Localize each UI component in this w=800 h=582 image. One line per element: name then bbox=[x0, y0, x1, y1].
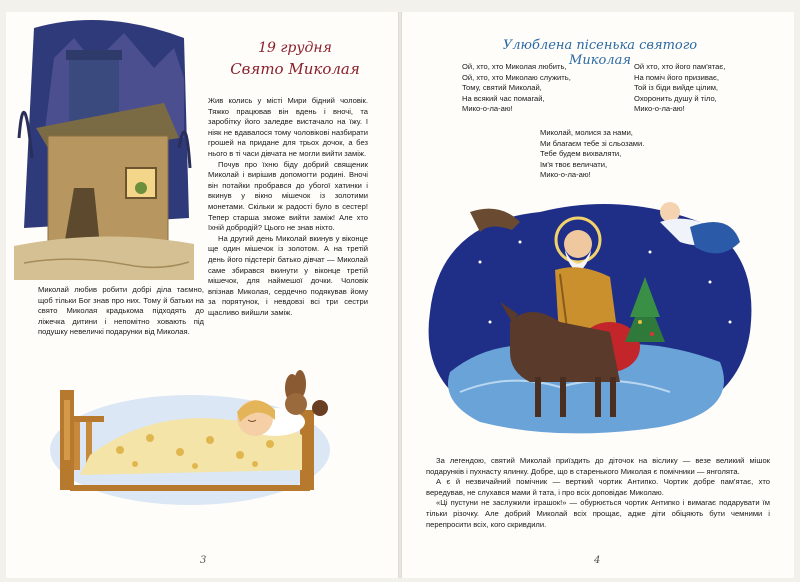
song-line: Охоронить душу й тіло, bbox=[634, 93, 717, 103]
song-verse-3 bbox=[540, 128, 644, 181]
song-line: Той із біди вийде цілим, bbox=[634, 83, 719, 93]
song-verse-1 bbox=[462, 62, 571, 115]
song-line: Мико-о-ла-аю! bbox=[540, 170, 591, 180]
song-title: Улюблена пісенька святого Миколая bbox=[502, 38, 698, 68]
date-heading: 19 грудня bbox=[258, 40, 332, 56]
story-paragraph: Жив колись у місті Мири бідний чоловік. Тяжко працював він вдень і вночі, та заробітку його заледве вистачало на їжу. І ніяк не вдавалося тому чоловікові назбирати грошей на придане для трьох дочок, а без нього в ті часи дівчата не могли вийти заміж. bbox=[208, 96, 368, 158]
song-line: Мико-о-ла-аю! bbox=[634, 104, 685, 114]
story-text bbox=[208, 96, 368, 318]
song-line: Тому, святий Миколай, bbox=[462, 83, 542, 93]
saint-nicholas-illustration bbox=[420, 182, 770, 444]
song-line: Ой хто, хто його пам'ятає, bbox=[634, 62, 726, 71]
story-paragraph: На другий день Миколай вкинув у віконце ще один мішечок із золотом. А на третій день його підстеріг батько дівчат — Миколай саме збирався вкинути у віконце третій мішечок, для наймешої дочки. Чоловік впізнав Миколая, сердечно подякував йому за порятунок, і невдовзі всі три сестри щасливо вийшли заміж. bbox=[208, 233, 368, 317]
page-title: Свято Миколая bbox=[230, 60, 360, 78]
page-number-right: 4 bbox=[594, 555, 601, 566]
song-line: Мико-о-ла-аю! bbox=[462, 104, 513, 114]
song-line: Ми благаєм тебе зі сльозами. bbox=[540, 138, 645, 148]
caption-text: Миколай любив робити добрі діла таємно, щоб тільки Бог знав про них. Тому й батьки на свято Миколая крадькома підходять до ліжечка дитини і непомітно ховають під подушку невеличкі подарунки від Миколая. bbox=[38, 285, 204, 337]
song-line: На поміч його призиває, bbox=[634, 72, 719, 82]
song-line: Ім'я твоє величати, bbox=[540, 159, 608, 169]
song-line: Ой, хто, хто Миколаю служить, bbox=[462, 72, 571, 82]
song-line: На всякий час помагай, bbox=[462, 93, 545, 103]
story-text-right bbox=[426, 456, 770, 530]
song-line: Миколай, молися за нами, bbox=[540, 128, 633, 137]
story-paragraph: Почув про їхню біду добрий священик Миколай і вирішив допомогти родині. Вночі він потайки пробрався до убогої хатинки і вкинув у вікно мішечок із золотими монетами. Скільки ж радості було в сестер! Тепер старша зможе вийти заміж! Але хто їхній добродій? Цього не знав ніхто. bbox=[208, 159, 368, 233]
story-paragraph: «Ці пустуни не заслужили іграшок!» — обурюється чортик Антипко і вимагає подарувати їм тільки різочку. Але добрий Миколай всіх прощає, адже діти обіцяють бути чемними і перепросити всіх, кого скривдили. bbox=[426, 498, 770, 529]
page-number-left: 3 bbox=[200, 555, 207, 566]
song-line: Ой, хто, хто Миколая любить, bbox=[462, 62, 567, 71]
sleeping-child-illustration bbox=[30, 360, 340, 510]
hut-illustration bbox=[14, 18, 194, 280]
story-paragraph: За легендою, святий Миколай приїздить до діточок на віслику — везе великий мішок подарунків і пухнасту ялинку. Добре, що в старенького Миколая є помічники — янголята. bbox=[426, 456, 770, 476]
song-verse-2 bbox=[634, 62, 725, 115]
song-line: Тебе будем вихваляти, bbox=[540, 149, 622, 159]
story-paragraph: А є й незвичайний помічник — верткий чортик Антипко. Чортик добре пам'ятає, хто вередував, не слухався мами й тата, і про всіх доповідає Миколаю. bbox=[426, 477, 770, 497]
